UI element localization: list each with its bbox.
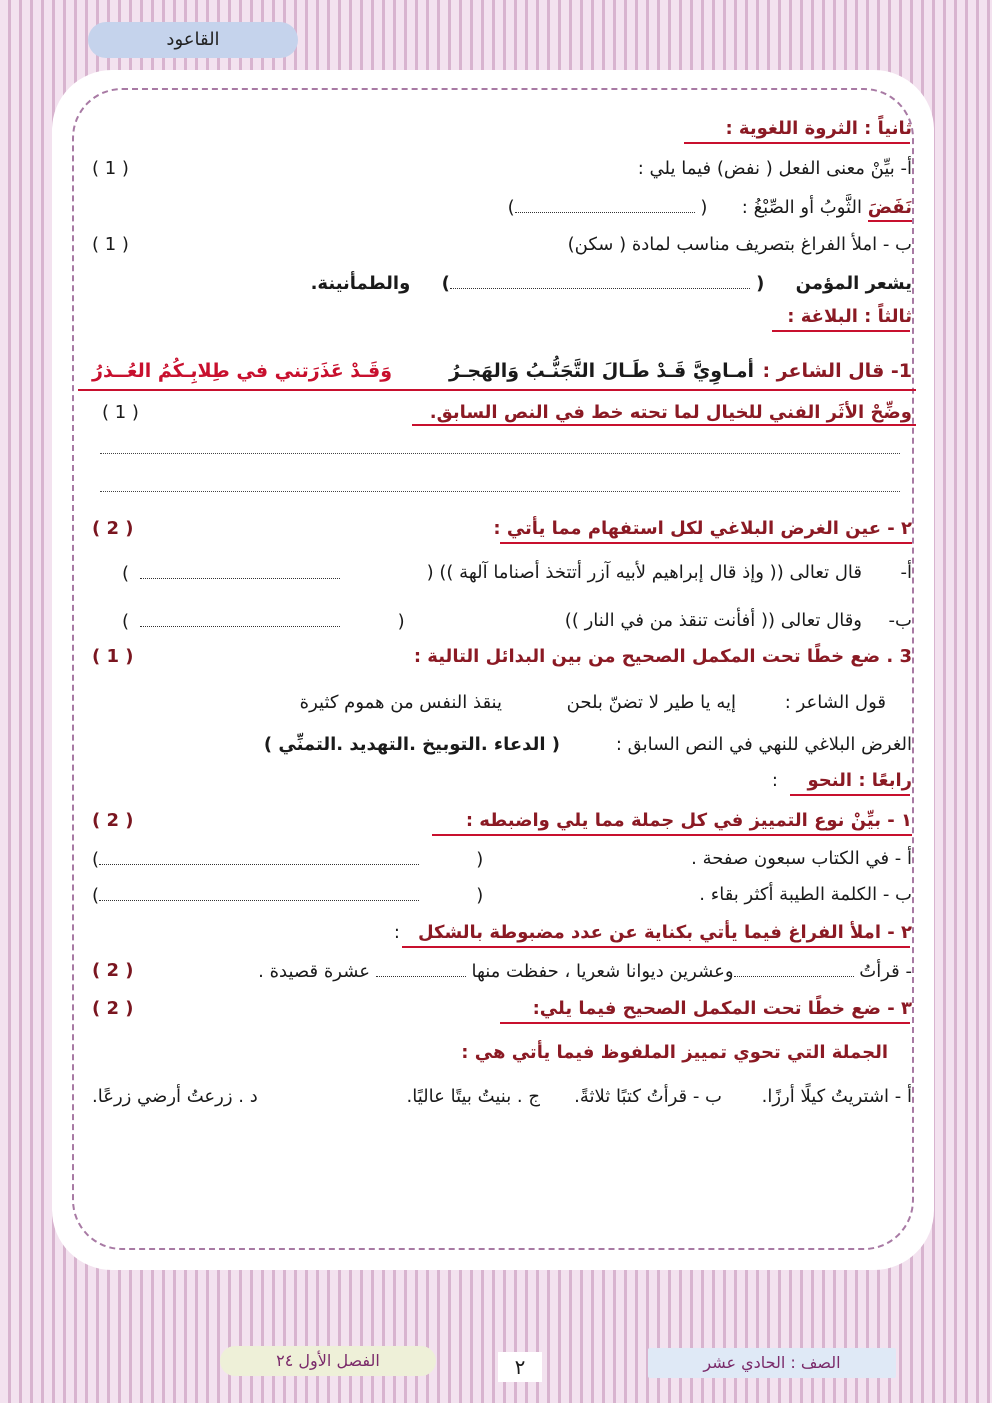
section2-qb-answer-row (92, 266, 912, 300)
section2-qb-mark: ( 1 ) (92, 234, 129, 255)
section2-qb-start: يشعر المؤمن (795, 273, 912, 294)
section3-q3-title: 3 . ضع خطًا تحت المكمل الصحيح من بين البدائل التالية : (413, 646, 912, 667)
section4-q1a-row (92, 842, 912, 876)
section3-q1-mark: ( 1 ) (102, 402, 139, 423)
section4-q3-option-d[interactable]: د . زرعتُ أرضي زرعًا. (92, 1086, 258, 1107)
section3-title: ثالثاً : البلاغة : (787, 306, 912, 327)
section3-q3-verse2: ينقذ النفس من هموم كثيرة (299, 692, 502, 713)
section3-q2-title: ٢ - عين الغرض البلاغي لكل استفهام مما يأتي : (493, 518, 912, 539)
section4-q3-options-row (92, 1080, 912, 1114)
section3-q3-question-row (92, 728, 912, 762)
section2-qb-text: ب - املأ الفراغ بتصريف مناسب لمادة ( سكن) (567, 234, 912, 255)
section3-q2-mark: ( 2 ) (92, 518, 134, 539)
footer-page-number (498, 1352, 542, 1382)
footer-grade (648, 1348, 896, 1378)
section2-qa-row (92, 152, 912, 186)
section4-q3-option-a[interactable]: أ - اشتريتُ كيلًا أرزًا. (761, 1086, 912, 1107)
section4-q2-title: ٢ - املأ الفراغ فيما يأتي بكناية عن عدد مضبوطة بالشكل (417, 922, 912, 943)
section3-q1-instruction-underline (412, 424, 916, 426)
section2-qa-word: نَفَضَ (868, 197, 912, 222)
section3-q2b-label: ب- (888, 610, 912, 631)
section4-q3-mark: ( 2 ) (92, 998, 134, 1019)
footer-page-text: ٢ (514, 1355, 526, 1379)
section3-q2-title-row (92, 512, 912, 546)
section4-q3-underline (500, 1022, 910, 1024)
section4-q1-title: ١ - بيِّنْ نوع التمييز في كل جملة مما يلي واضبطه : (465, 810, 912, 831)
section4-title-row (92, 764, 912, 798)
section3-q3-poet: قول الشاعر : (784, 692, 886, 713)
section4-q2-text-start: - قرأتُ (859, 961, 912, 982)
section3-q3-verse-row (92, 686, 912, 720)
section2-qb-row (92, 228, 912, 262)
section4-underline (790, 794, 910, 796)
answer-blank[interactable] (140, 604, 340, 627)
answer-line-1[interactable] (100, 452, 900, 454)
section3-q2-underline (500, 542, 912, 544)
answer-blank[interactable] (140, 556, 340, 579)
section3-q3-title-row (92, 640, 912, 674)
section4-q2-mark: ( 2 ) (92, 960, 134, 981)
answer-blank[interactable] (450, 266, 750, 289)
section4-q2-title-row (92, 916, 912, 950)
section4-q1-title-row (92, 804, 912, 838)
section4-q1-mark: ( 2 ) (92, 810, 134, 831)
section3-q2b-row (92, 604, 912, 638)
section4-q3-title-row (92, 992, 912, 1026)
section4-q1b-row (92, 878, 912, 912)
author-name: القاعود (166, 29, 220, 50)
section3-q2a-text: قال تعالى (( وإذ قال إبراهيم لأبيه آزر أتتخذ أصناما آلهة )) ( (426, 562, 862, 583)
section4-q1b-blank-wrap: ( ) (92, 878, 483, 913)
section3-q3-mark: ( 1 ) (92, 646, 134, 667)
section4-q2-colon: : (393, 922, 400, 943)
section3-q3-options[interactable]: ( الدعاء .التوبيخ .التهديد .التمنِّي ) (263, 734, 560, 755)
footer-grade-text: الصف : الحادي عشر (703, 1353, 841, 1372)
answer-blank[interactable] (99, 878, 419, 901)
answer-blank[interactable] (99, 842, 419, 865)
section3-q2b-text: وقال تعالى (( أفأنت تنقذ من في النار )) (564, 610, 862, 631)
section2-title-row (92, 112, 912, 146)
section3-underline (772, 330, 910, 332)
section3-q1-row (92, 354, 912, 388)
answer-blank[interactable] (376, 954, 466, 977)
section4-q2-text-row (92, 954, 912, 988)
section4-q3-option-b[interactable]: ب - قرأتُ كتبًا ثلاثةً. (574, 1086, 722, 1107)
section4-q1b-text: ب - الكلمة الطيبة أكثر بقاء . (699, 884, 912, 905)
section3-q1-instruction: وضِّحْ الأثَر الفني للخيال لما تحته خط في النص السابق. (429, 402, 912, 423)
section4-q1a-blank-wrap: ( ) (92, 842, 483, 877)
section2-title: ثانياً : الثروة اللغوية : (725, 118, 912, 139)
section4-q2-underline (402, 946, 910, 948)
answer-line-2[interactable] (100, 490, 900, 492)
section3-q1-verse2: وَقَـدْ عَذَرَتني في طِلابِـكُمُ العُــذرُ (92, 360, 393, 382)
section3-q2a-blank-wrap: ) (122, 556, 340, 591)
section2-qa-answer-row (92, 190, 912, 224)
section3-q3-verse1: إيه يا طير لا تضنّ بلحن (566, 692, 736, 713)
footer-semester (220, 1346, 436, 1376)
section4-q3-question: الجملة التي تحوي تمييز الملفوظ فيما يأتي هي : (461, 1042, 888, 1063)
section4-q1-underline (432, 834, 912, 836)
section4-q1a-text: أ - في الكتاب سبعون صفحة . (691, 848, 912, 869)
section4-q2-text-mid: وعشرين ديوانا شعريا ، حفظت منها (471, 961, 734, 982)
footer-semester-text: الفصل الأول ٢٤ (276, 1351, 380, 1370)
section3-q2a-row (92, 556, 912, 590)
section2-qa-line: نَفَضَ الثَّوبُ أو الصِّبْغُ : ( ) (508, 190, 912, 225)
section4-q3-option-c[interactable]: ج . بنيتُ بيتًا عاليًا. (406, 1086, 540, 1107)
section4-q3-question-row (92, 1036, 912, 1070)
section3-title-row (92, 300, 912, 334)
section2-qa-text: أ- بيِّنْ معنى الفعل ( نفض) فيما يلي : (637, 158, 912, 179)
section3-q1-label: 1- قال الشاعر : (762, 360, 912, 382)
section2-underline (684, 142, 910, 144)
section3-q1-verse1: أمـاوِيَّ قَـدْ طَـالَ التَّجَنُّـبُ وَالهَجـرُ (449, 360, 754, 382)
section3-q3-question: الغرض البلاغي للنهي في النص السابق : (615, 734, 912, 755)
section4-q2-line (258, 954, 912, 989)
section4-title: رابعًا : النحو (807, 770, 912, 791)
section2-qa-mark: ( 1 ) (92, 158, 129, 179)
answer-blank[interactable] (515, 190, 695, 213)
section4-title-colon: : (771, 770, 778, 791)
section3-q2a-label: أ- (900, 562, 912, 583)
section2-qb-end: والطمأنينة. (310, 273, 411, 294)
section2-qb-line: يشعر المؤمن ( ) والطمأنينة. (311, 266, 912, 301)
section3-q1-rule (78, 389, 916, 391)
section3-q2b-blank-wrap: ( ) (122, 604, 405, 639)
section4-q3-title: ٣ - ضع خطًا تحت المكمل الصحيح فيما يلي: (532, 998, 912, 1019)
answer-blank[interactable] (734, 954, 854, 977)
section4-q2-text-end: عشرة قصيدة . (258, 961, 370, 982)
section2-qa-rest: الثَّوبُ أو الصِّبْغُ : (741, 197, 862, 218)
